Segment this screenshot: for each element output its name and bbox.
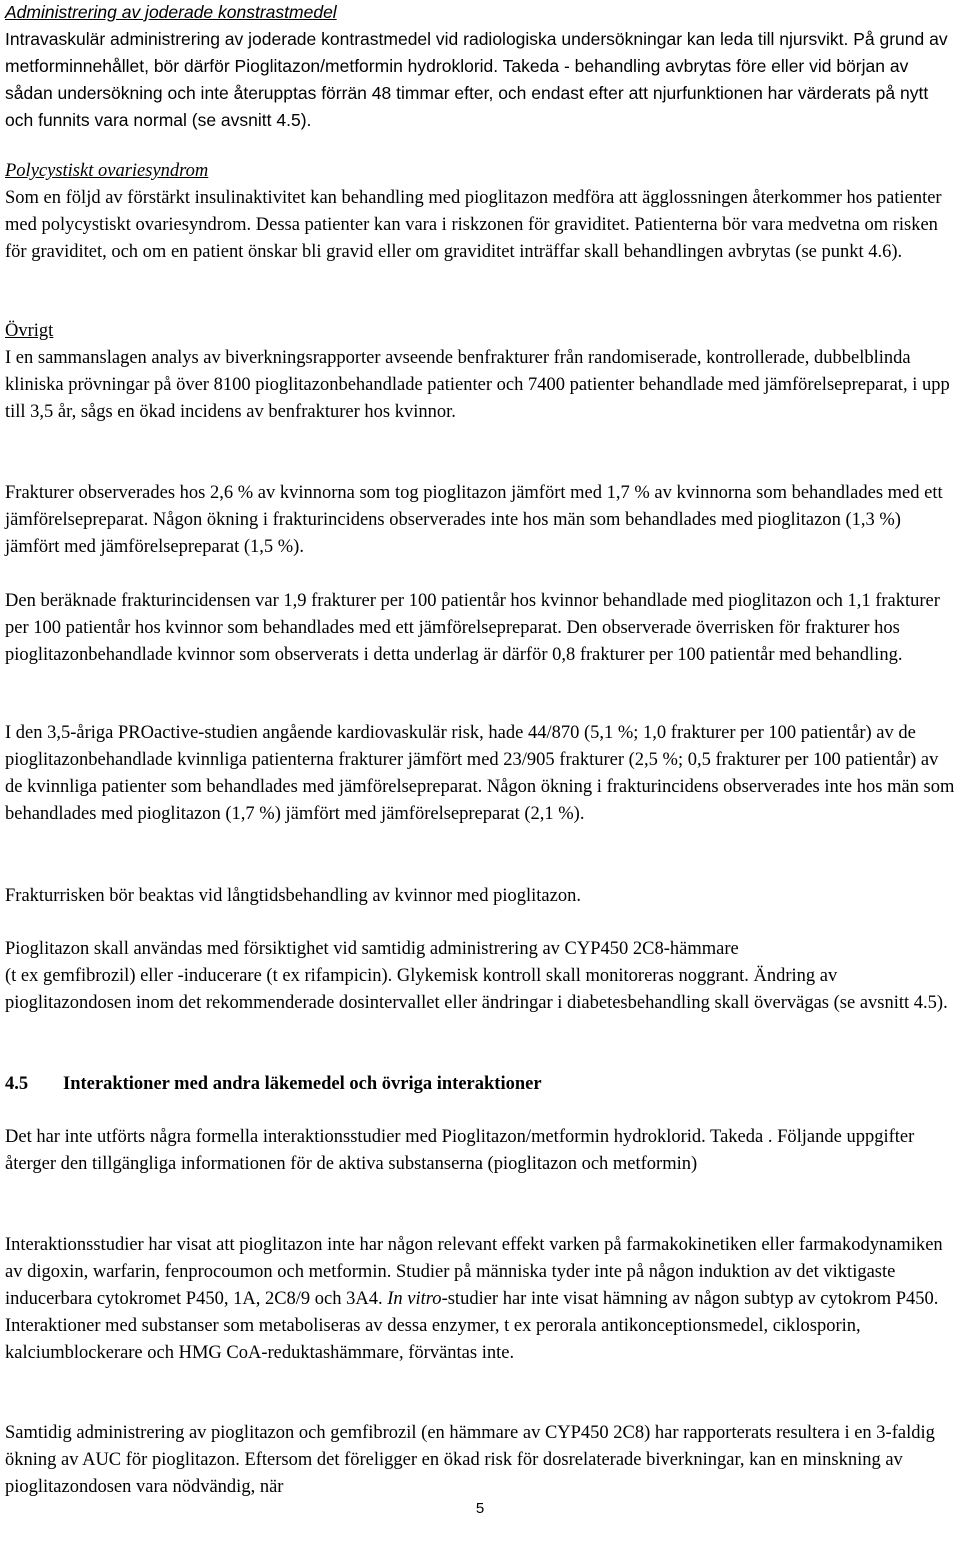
pcos-section: [5, 158, 957, 266]
section-number: 4.5: [5, 1074, 29, 1094]
section-title: Interaktioner med andra läkemedel och övriga interaktioner: [63, 1074, 542, 1094]
other-paragraph-5: Frakturrisken bör beaktas vid långtidsbehandling av kvinnor med pioglitazon.: [5, 886, 581, 906]
other-paragraph-1: I en sammanslagen analys av biverkningsrapporter avseende benfrakturer från randomiserade, kontrollerade, dubbelblinda kliniska prövningar på över 8100 pioglitazonbehandlade patienter och 7400 patienter behandlade med jämförelsepreparat, i upp till 3,5 år, sågs en ökad incidens av benfrakturer hos kvinnor.: [5, 348, 950, 422]
interactions-paragraph-3: Samtidig administrering av pioglitazon och gemfibrozil (en hämmare av CYP450 2C8) har rapporterats resultera i en 3-faldig ökning av AUC för pioglitazon. Eftersom det föreligger en ökad risk för dosrelaterade biverkningar, kan en minskning av pioglitazondosen vara nödvändig, när: [5, 1423, 935, 1497]
other-paragraph-2: Frakturer observerades hos 2,6 % av kvinnorna som tog pioglitazon jämfört med 1,7 % av kvinnorna som behandlades med ett jämförelsepreparat. Någon ökning i frakturincidens observerades inte hos män som behandlades med pioglitazon (1,3 %) jämfört med jämförelsepreparat (1,5 %).: [5, 483, 943, 557]
in-vitro-term: In vitro: [387, 1289, 442, 1309]
interactions-paragraph-1: Det har inte utförts några formella interaktionsstudier med Pioglitazon/metformin hydroklorid. Takeda . Följande uppgifter återger den tillgängliga informationen för de aktiva substanserna (pioglitazon och metformin): [5, 1127, 915, 1174]
other-heading: Övrigt: [5, 321, 54, 341]
interactions-paragraph-2: [5, 1232, 957, 1367]
contrast-text: Intravaskulär administrering av joderade kontrastmedel vid radiologiska undersökningar kan leda till njursvikt. På grund av metforminnehållet, bör därför Pioglitazon/metformin hydroklorid. Takeda - behandling avbrytas före eller vid början av sådan undersökning och inte återupptas förrän 48 timmar efter, och endast efter att njurfunktionen har värderats på nytt och funnits vara normal (se avsnitt 4.5).: [5, 29, 948, 130]
page-number: 5: [475, 1500, 485, 1517]
contrast-heading: Administrering av joderade konstrastmedel: [5, 2, 337, 22]
interactions-paragraph-2-a: Interaktionsstudier har visat att pioglitazon inte har någon relevant effekt varken på farmakokinetiken eller farmakodynamiken av digoxin, warfarin, fenprocoumon och metformin. Studier på människa tyder inte på någon induktion av det viktigaste inducerbara cytokromet P450, 1A, 2C8/9 och 3A4.: [5, 1235, 943, 1309]
other-paragraph-4: I den 3,5-åriga PROactive-studien angående kardiovaskulär risk, hade 44/870 (5,1 %; 1,0 frakturer per 100 patientår) av de pioglitazonbehandlade kvinnliga patienterna frakturer jämfört med 23/905 frakturer (2,5 %; 0,5 frakturer per 100 patientår) av de kvinnliga patienter som behandlades med jämförelsepreparat. Någon ökning i frakturincidens observerades inte hos män som behandlades med pioglitazon (1,7 %) jämfört med jämförelsepreparat (2,1 %).: [5, 723, 955, 824]
other-section: [5, 318, 957, 426]
interactions-paragraph-2-b: -studier har inte visat hämning av någon subtyp av cytokrom P450. Interaktioner med substanser som metaboliseras av dessa enzymer, t ex perorala antikonceptionsmedel, ciklosporin, kalciumblockerare och HMG CoA-reduktashämmare, förväntas inte.: [5, 1289, 939, 1363]
section-4-5-heading: [5, 1071, 542, 1098]
contrast-section: [5, 0, 957, 134]
other-paragraph-6-line-1: Pioglitazon skall användas med försiktighet vid samtidig administrering av CYP450 2C8-hämmare: [5, 939, 739, 959]
other-paragraph-6: [5, 936, 957, 1017]
other-paragraph-6-rest: (t ex gemfibrozil) eller -inducerare (t ex rifampicin). Glykemisk kontroll skall monitoreras noggrant. Ändring av pioglitazondosen inom det rekommenderade dosintervallet eller ändringar i diabetesbehandling skall övervägas (se avsnitt 4.5).: [5, 966, 948, 1013]
other-paragraph-3: Den beräknade frakturincidensen var 1,9 frakturer per 100 patientår hos kvinnor behandlade med pioglitazon och 1,1 frakturer per 100 patientår hos kvinnor som behandlades med ett jämförelsepreparat. Den observerade överrisken för frakturer hos pioglitazonbehandlade kvinnor som observerats i detta underlag är därför 0,8 frakturer per 100 patientår med behandling.: [5, 591, 940, 665]
pcos-text: Som en följd av förstärkt insulinaktivitet kan behandling med pioglitazon medföra att ägglossningen återkommer hos patienter med polycystiskt ovariesyndrom. Dessa patienter kan vara i riskzonen för graviditet. Patienterna bör vara medvetna om risken för graviditet, och om en patient önskar bli gravid eller om graviditet inträffar skall behandlingen avbrytas (se punkt 4.6).: [5, 188, 942, 262]
pcos-heading: Polycystiskt ovariesyndrom: [5, 161, 209, 181]
